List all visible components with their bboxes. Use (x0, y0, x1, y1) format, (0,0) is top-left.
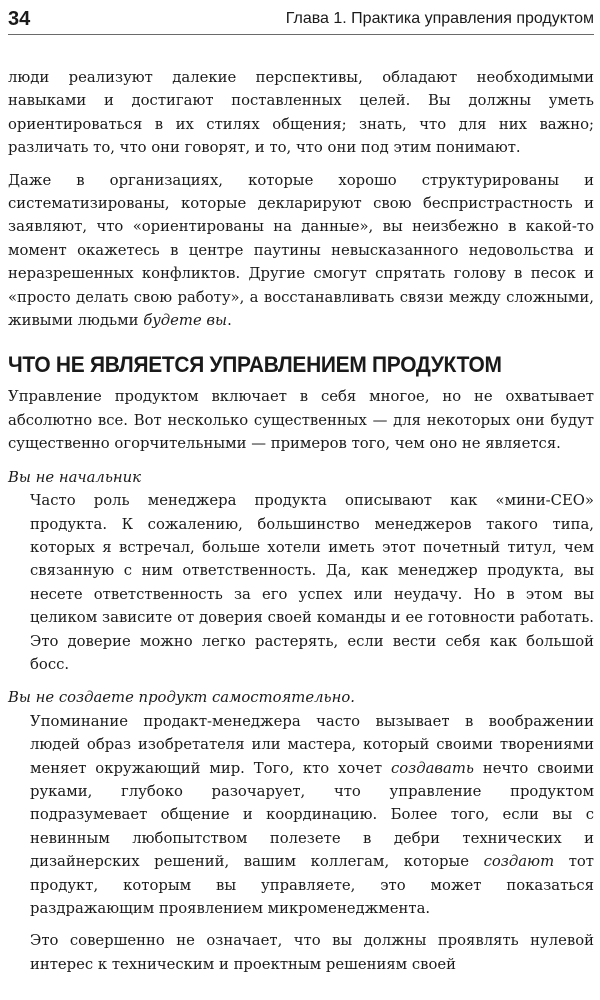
paragraph-not-building-text-2: нечто своими руками, глубоко разочарует, что управление продуктом подразумевает общение и координацию. Более того, если вы с невинным любопытством полезете в дебри технических и дизайнерских решений, вашим коллегам, которые (30, 759, 594, 871)
subheading-not-building: Вы не создаете продукт самостоятельно. (8, 689, 355, 707)
paragraph-2-end: . (227, 312, 232, 330)
emphasis-creating: создают (483, 853, 555, 871)
page-number: 34 (8, 7, 31, 30)
emphasis-create: создавать (390, 759, 474, 777)
paragraph-final: Это совершенно не означает, что вы должны проявлять нулевой интерес к техническим и проектным решениям своей (30, 932, 594, 973)
paragraph-1: люди реализуют далекие перспективы, обладают необходимыми навыками и достигают поставленных целей. Вы должны уметь ориентироваться в их стилях общения; знать, что для них важно; различать то, что они говорят, и то, что они под этим понимают. (8, 69, 594, 157)
paragraph-not-building-text-3: тот продукт, которым вы управляете, это может показаться раздражающим проявлением микроменеджмента. (30, 853, 594, 917)
subheading-not-boss: Вы не начальник (8, 468, 142, 486)
chapter-title: Глава 1. Практика управления продуктом (285, 10, 594, 27)
running-head (8, 4, 594, 35)
section-heading: ЧТО НЕ ЯВЛЯЕТСЯ УПРАВЛЕНИЕМ ПРОДУКТОМ (8, 352, 502, 378)
paragraph-not-boss: Часто роль менеджера продукта описывают как «мини-CEO» продукта. К сожалению, большинство менеджеров такого типа, которых я встречал, больше хотели иметь этот почетный титул, чем связанную с ним ответственность. Да, как менеджер продукта, вы несете ответственность за его успех или неудачу. Но в этом вы целиком зависите от доверия своей команды и ее готовности работать. Это доверие можно легко растерять, если вести себя как большой босс. (30, 492, 594, 673)
paragraph-2-emphasis: будете вы (143, 312, 228, 330)
paragraph-2 (8, 169, 594, 333)
paragraph-not-building-text-1: Упоминание продакт-менеджера часто вызывает в воображении людей образ изобретателя или мастера, который своими творениями меняет окружающий мир. Того, кто хочет (30, 712, 594, 777)
paragraph-not-building (8, 710, 594, 921)
page-body (8, 66, 594, 976)
intro-paragraph: Управление продуктом включает в себя многое, но не охватывает абсолютно все. Вот несколько существенных — для некоторых они будут существенно огорчительными — примеров того, чем оно не является. (8, 388, 594, 453)
paragraph-2-text: Даже в организациях, которые хорошо структурированы и систематизированы, которые декларируют свою беспристрастность и заявляют, что «ориентированы на данные», вы неизбежно в какой-то момент окажетесь в центре паутины невысказанного недовольства и неразрешенных конфликтов. Другие смогут спрятать голову в песок и «просто делать свою работу», а восстанавливать связи между сложными, живыми людьми (8, 171, 594, 330)
